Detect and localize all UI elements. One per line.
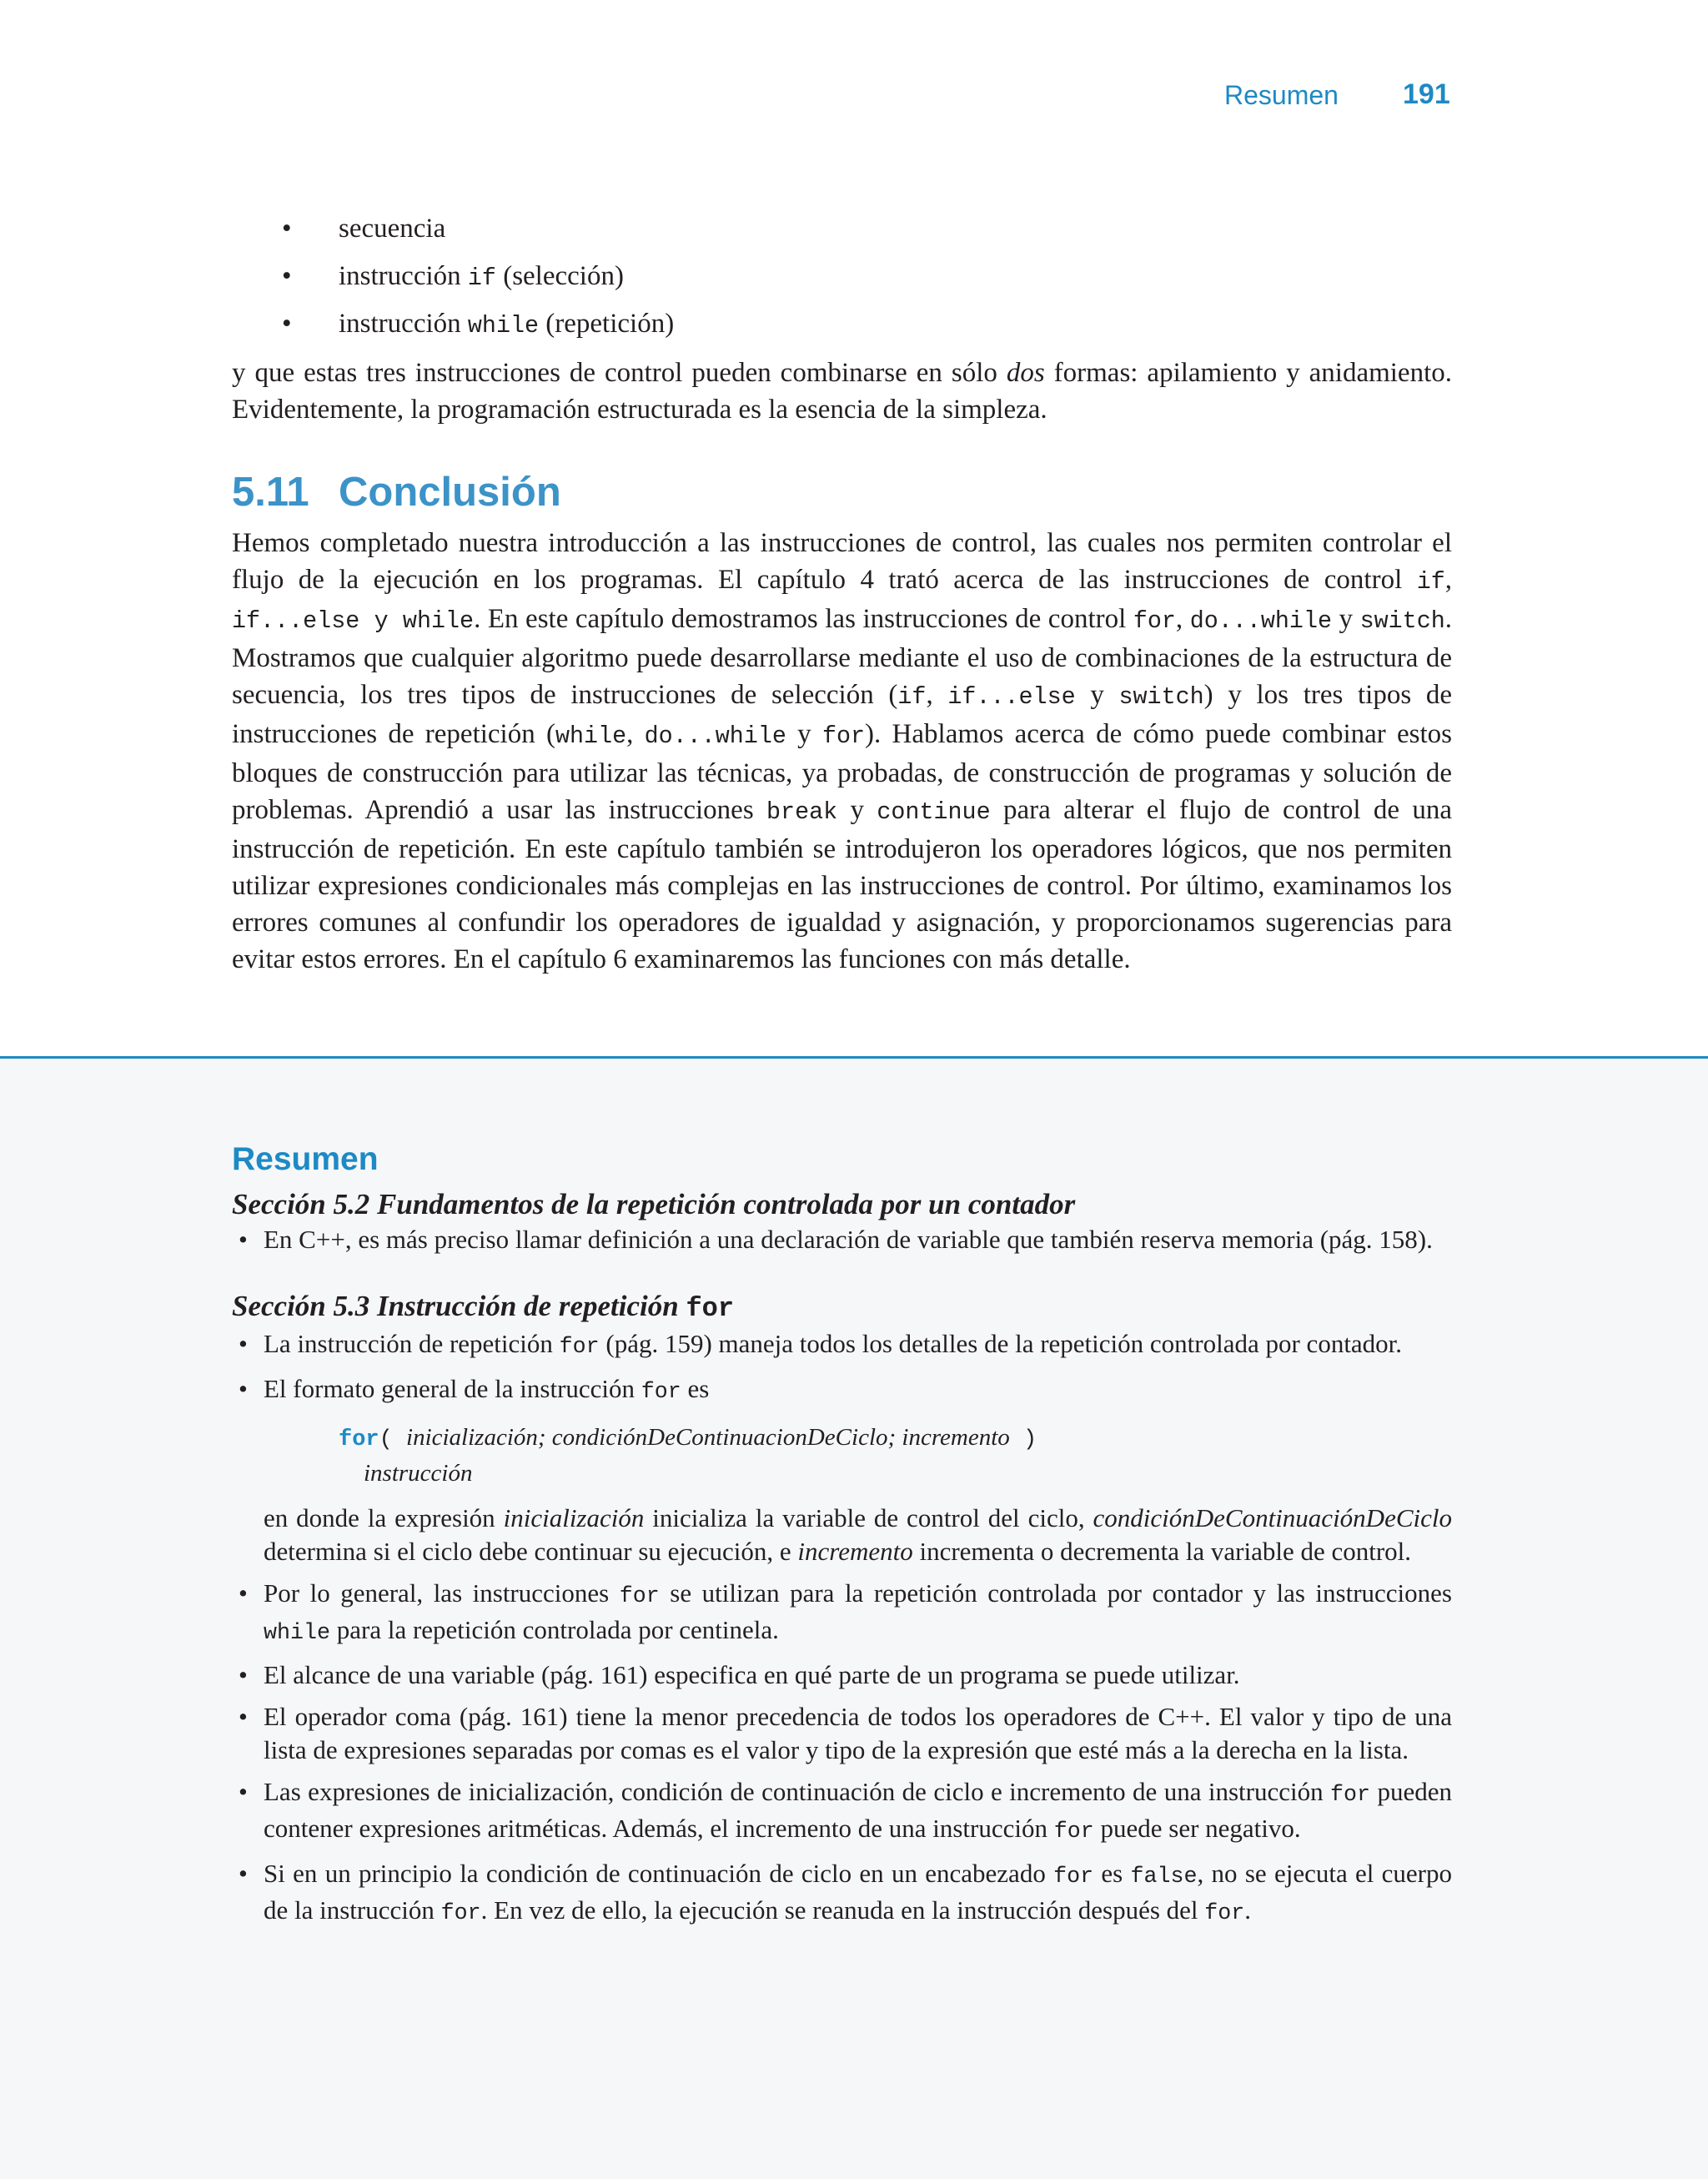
summary-heading: Resumen [232, 1141, 379, 1177]
bullet-icon: • [239, 1225, 248, 1254]
list-item: • La instrucción de repetición for (pág. 159) maneja todos los detalles de la repetición controlada por contador. [239, 1329, 1403, 1360]
list-item: • Por lo general, las instrucciones for se utilizan para la repetición controlada por contador y las instrucciones while para la repetición controlada por centinela. [239, 1578, 1452, 1646]
list-item: • instrucción if (selección) [232, 253, 1452, 300]
section-number: 5.11 [232, 470, 309, 515]
top-content [232, 205, 1452, 978]
bullet-icon: • [239, 1578, 248, 1608]
bullet-icon: • [239, 1859, 248, 1888]
subsection-heading: Sección 5.2 Fundamentos de la repetición controlada por un contador [232, 1188, 1076, 1220]
bullet-icon: • [239, 1374, 248, 1403]
code-line: instrucción [364, 1460, 473, 1487]
list-item: • El operador coma (pág. 161) tiene la menor precedencia de todos los operadores de C++. El valor y tipo de una lista de expresiones separadas por comas es el valor y tipo de la expresión que esté más a la derecha en la lista. [239, 1702, 1452, 1764]
bullet-list [232, 1327, 1452, 1409]
code-block [339, 1421, 1452, 1490]
subsection-heading: Sección 5.3 Instrucción de repetición for [232, 1290, 735, 1324]
closing-paragraph: y que estas tres instrucciones de control pueden combinarse en sólo dos formas: apilamiento y anidamiento. Evidentemente, la programación estructurada es la esencia de la simpleza. [232, 358, 1452, 425]
list-item: • instrucción while (repetición) [232, 300, 1452, 348]
bullet-icon: • [239, 1777, 248, 1806]
header-section-title: Resumen [1224, 80, 1339, 110]
bullet-icon: • [282, 214, 292, 244]
list-item: • El alcance de una variable (pág. 161) especifica en qué parte de un programa se puede utilizar. [232, 1658, 1452, 1692]
list-item: • Las expresiones de inicialización, condición de continuación de ciclo e incremento de una instrucción for pueden contener expresiones aritméticas. Además, el incremento de una instrucción for puede ser negativo. [239, 1777, 1452, 1844]
conclusion-paragraph: Hemos completado nuestra introducción a las instrucciones de control, las cuales nos permiten controlar el flujo de la ejecución en los programas. El capítulo 4 trató acerca de las instrucciones de control if, if...else y while. En este capítulo demostramos las instrucciones de control for, do...while y switch. Mostramos que cualquier algoritmo puede desarrollarse mediante el uso de combinaciones de la estructura de secuencia, los tres tipos de instrucciones de selección (if, if...else y switch) y los tres tipos de instrucciones de repetición (while, do...while y for). Hablamos acerca de cómo puede combinar estos bloques de construcción para utilizar las técnicas, ya probadas, de construcción de programas y solución de problemas. Aprendió a usar las instrucciones break y continue para alterar el flujo de control de una instrucción de repetición. En este capítulo también se introdujeron los operadores lógicos, que nos permiten utilizar expresiones condicionales más complejas en las instrucciones de control. Por último, examinamos los errores comunes al confundir los operadores de igualdad y asignación, y proporcionamos sugerencias para evitar estos errores. En el capítulo 6 examinaremos las funciones con más detalle. [232, 528, 1453, 974]
list-item: • Si en un principio la condición de continuación de ciclo en un encabezado for es false, no se ejecuta el cuerpo de la instrucción for. En vez de ello, la ejecución se reanuda en la instrucción después del for. [239, 1859, 1452, 1926]
running-header [0, 80, 1708, 122]
bullet-icon: • [239, 1660, 248, 1689]
bullet-icon: • [282, 309, 292, 339]
summary-section [232, 1140, 1452, 1939]
bullet-icon: • [239, 1702, 248, 1731]
code-line: for( inicialización; condiciónDeContinuacionDeCiclo; incremento ) [339, 1424, 1037, 1452]
bullet-icon: • [239, 1329, 248, 1358]
list-item: • secuencia [232, 205, 1452, 253]
bullet-list [232, 1223, 1452, 1256]
section-divider [0, 1056, 1708, 1059]
explanation-paragraph: en donde la expresión inicialización inicializa la variable de control del ciclo, condiciónDeContinuaciónDeCiclo determina si el ciclo debe continuar su ejecución, e incremento incrementa o decrementa la variable de control. [264, 1503, 1452, 1566]
bullet-list [232, 1577, 1452, 1930]
list-item: • El formato general de la instrucción for es [239, 1374, 710, 1405]
bullet-icon: • [282, 261, 292, 291]
page-number: 191 [1403, 78, 1450, 110]
list-item: • En C++, es más preciso llamar definición a una declaración de variable que también reserva memoria (pág. 158). [232, 1223, 1452, 1256]
section-heading [232, 468, 1452, 516]
section-title: Conclusión [339, 470, 561, 515]
